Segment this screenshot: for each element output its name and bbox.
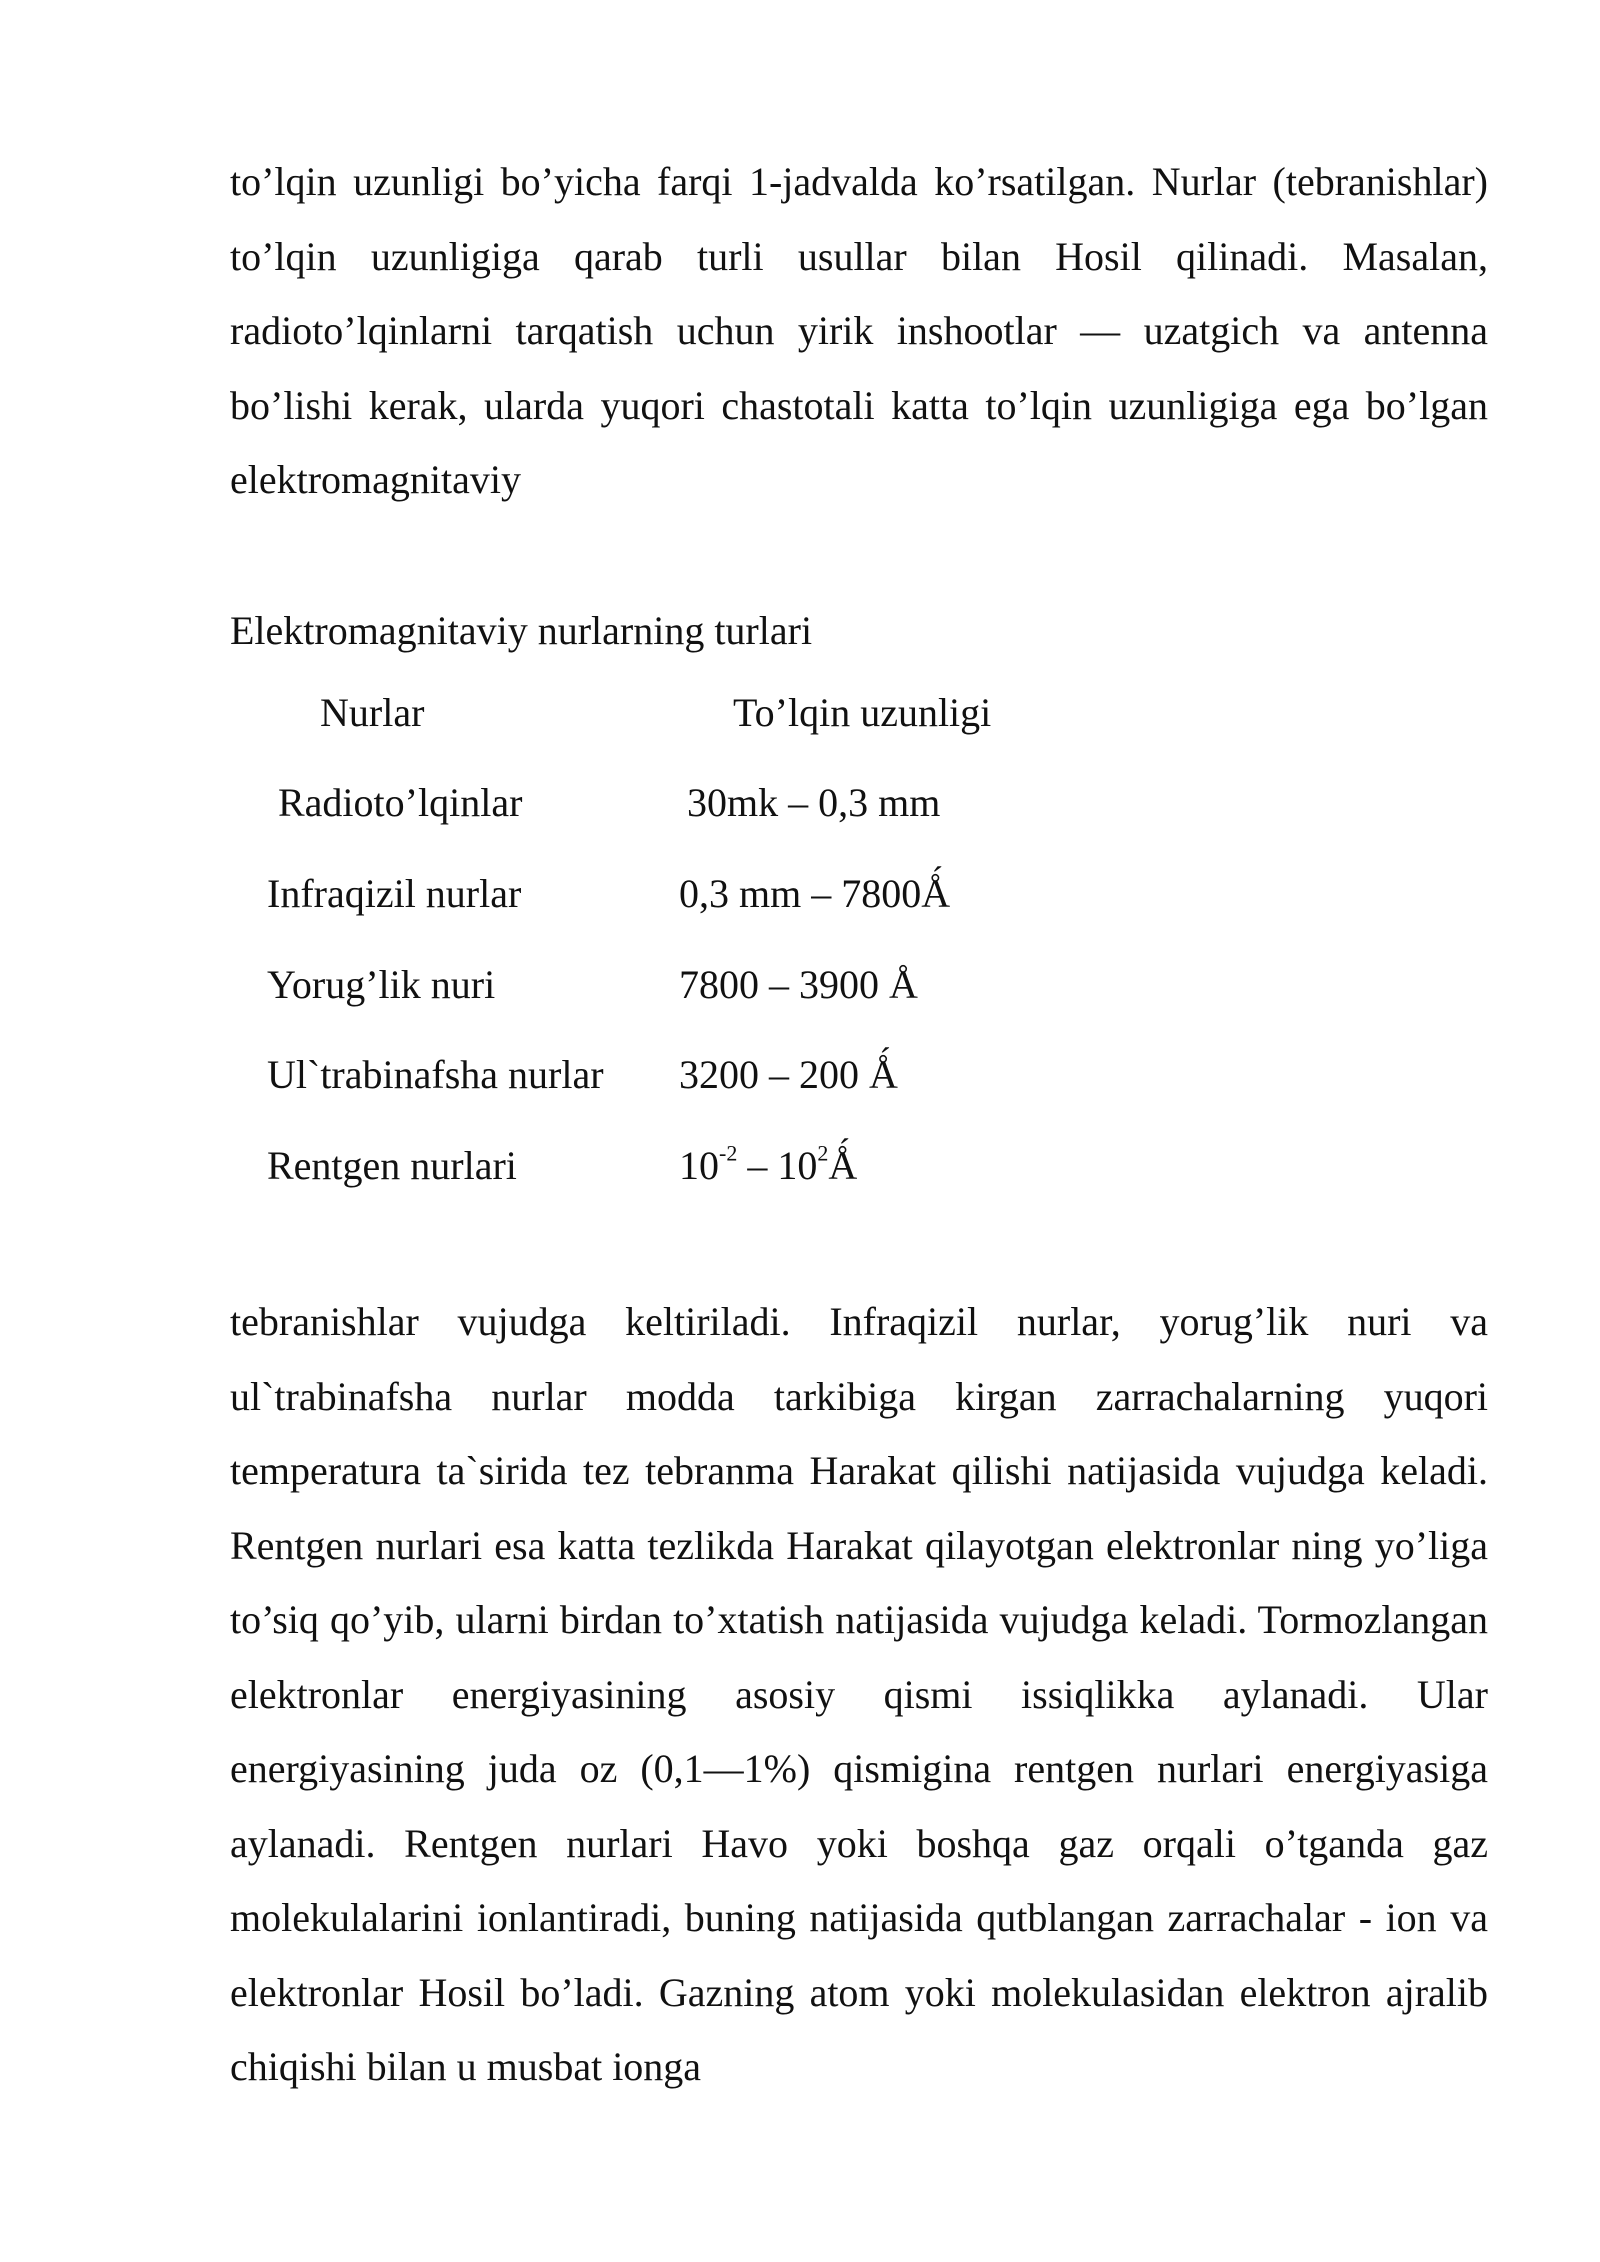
- table-row-range: [679, 864, 950, 924]
- table-row-name: Infraqizil nurlar: [267, 871, 522, 916]
- angstrom-symbol: Å ´: [869, 1045, 898, 1105]
- angstrom-symbol: Å ´: [921, 864, 950, 924]
- range-dash: –: [737, 1143, 778, 1188]
- table-row-name: Radioto’lqinlar: [278, 780, 523, 825]
- table-row-range: [679, 955, 918, 1015]
- table-row-range: 30mk – 0,3 mm: [687, 780, 941, 825]
- table-header-rays: Nurlar: [320, 690, 425, 735]
- power-exponent: -2: [719, 1140, 738, 1166]
- paragraph-intro: [230, 145, 1488, 518]
- power-exponent: 2: [817, 1140, 829, 1166]
- table-row-range: [679, 1045, 898, 1105]
- table-row-range: [679, 1136, 857, 1196]
- table-row-name: Rentgen nurlari: [267, 1143, 517, 1188]
- range-text: 0,3 mm – 7800: [679, 871, 922, 916]
- paragraph-intro-text: to’lqin uzunligi bo’yicha farqi 1-jadvalda ko’rsatilgan. Nurlar (tebranishlar) to’lqin uzunligiga qarab turli usullar bilan Hosil qilinadi. Masalan, radioto’lqinlarni tarqatish uchun yirik inshootlar — uzatgich va antenna bo’lishi kerak, ularda yuqori chastotali katta to’lqin uzunligiga ega bo’lgan elektromagnitaviy: [230, 159, 1488, 502]
- table-row-name: Ul`trabinafsha nurlar: [267, 1052, 604, 1097]
- power-base: 10: [777, 1143, 818, 1188]
- power-base: 10: [679, 1143, 719, 1188]
- range-text: 7800 – 3900: [679, 962, 889, 1007]
- paragraph-continued-text: tebranishlar vujudga keltiriladi. Infraqizil nurlar, yorug’lik nuri va ul`trabinafsha nurlar modda tarkibiga kirgan zarrachalarning yuqori temperatura ta`sirida tez tebranma Harakat qilishi natijasida vujudga keladi. Rentgen nurlari esa katta tezlikda Harakat qilayotgan elektronlar ning yo’liga to’siq qo’yib, ularni birdan to’xtatish natijasida vujudga keladi. Tormozlangan elektronlar energiyasining asosiy qismi issiqlikka aylanadi. Ular energiyasining juda oz (0,1—1%) qismigina rentgen nurlari energiyasiga aylanadi. Rentgen nurlari Havo yoki boshqa gaz orqali o’tganda gaz molekulalarini ionlantiradi, buning natijasida qutblangan zarrachalar - ion va elektronlar Hosil bo’ladi. Gazning atom yoki molekulasidan elektron ajralib chiqishi bilan u musbat ionga: [230, 1299, 1488, 2089]
- table-caption: Elektromagnitaviy nurlarning turlari: [230, 608, 813, 653]
- table-header-wavelength: To’lqin uzunligi: [733, 690, 992, 735]
- range-text: 3200 – 200: [679, 1052, 869, 1097]
- angstrom-symbol: Å: [889, 962, 918, 1007]
- angstrom-symbol: Å ´: [828, 1136, 857, 1196]
- paragraph-continued: [230, 1285, 1488, 2105]
- table-row-name: Yorug’lik nuri: [267, 962, 496, 1007]
